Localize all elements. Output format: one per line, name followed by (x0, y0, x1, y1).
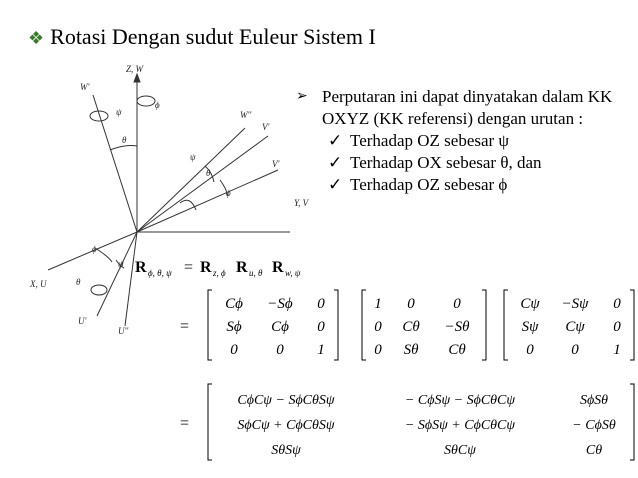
result-cell: SϕSθ (579, 393, 609, 408)
axis-label-v1: V' (272, 159, 280, 169)
rotation-icon (137, 96, 155, 106)
m2-cell: 1 (374, 296, 382, 312)
bracket (504, 290, 508, 360)
slide-title-text: Rotasi Dengan sudut Euleur Sistem I (50, 24, 376, 49)
diamond-bullet-icon: ❖ (28, 28, 45, 48)
result-cell: − SϕSψ + CϕCθCψ (404, 418, 516, 433)
m3-cell: 0 (526, 342, 534, 358)
check-icon: ✓ (328, 153, 343, 172)
eq-lhs: R (135, 259, 147, 276)
u1-axis (97, 232, 137, 316)
bracket (208, 290, 212, 360)
angle-label-theta: θ (206, 168, 211, 178)
m2-cell: 0 (407, 296, 415, 312)
result-cell: Cθ (585, 443, 603, 458)
m3-cell: −Sψ (561, 296, 589, 312)
step-text: Terhadap OX sebesar θ, dan (350, 153, 542, 172)
m3-cell: 0 (613, 319, 621, 335)
m1-cell: Sϕ (226, 319, 242, 335)
angle-arc (95, 248, 112, 262)
axis-label-y: Y, V (294, 198, 309, 208)
axis-label-w1: W' (80, 82, 90, 92)
result-cell: − CϕSθ (572, 418, 616, 433)
result-cell: SθSψ (271, 443, 301, 458)
bracket (630, 384, 634, 460)
angle-label-psi: ψ (190, 152, 196, 162)
result-cell: SθCψ (444, 443, 476, 458)
m1-cell: 0 (317, 319, 325, 335)
axis-label-x: X, U (30, 279, 47, 289)
angle-label-psi: ψ (118, 259, 124, 269)
m1-cell: Cϕ (225, 296, 243, 312)
axis-diagram (48, 74, 290, 326)
matrix-product (180, 290, 634, 360)
m1-cell: 0 (230, 342, 238, 358)
angle-label-phi: ϕ (155, 100, 160, 110)
u2-axis (125, 232, 137, 326)
eq-r2-sub: u, θ (249, 268, 263, 278)
check-icon: ✓ (328, 131, 343, 150)
axis-label-w2: W'' (240, 110, 252, 120)
angle-label-phi: ϕ (226, 188, 231, 198)
angle-arc (180, 200, 196, 210)
axis-label-u1: U' (78, 316, 87, 326)
m1-cell: −Sϕ (267, 296, 293, 312)
m2-cell: Sθ (403, 342, 419, 358)
eq-lhs-sub: ϕ, θ, ψ (148, 268, 172, 278)
m3-cell: 0 (571, 342, 579, 358)
m3-cell: 1 (613, 342, 621, 358)
m3-cell: 0 (613, 296, 621, 312)
angle-arc (110, 146, 137, 151)
eq-sign: = (180, 415, 190, 432)
bracket (334, 290, 338, 360)
axis-label-z: Z, W (126, 64, 144, 74)
result-cell: − CϕSψ − SϕCθCψ (404, 393, 516, 408)
eq-r1: R (200, 259, 212, 276)
eq-r3: R (272, 259, 284, 276)
description-intro: Perputaran ini dapat dinyatakan dalam KK OXYZ (KK referensi) dengan urutan : (322, 87, 613, 128)
m3-cell: Cψ (520, 296, 540, 312)
angle-label-psi: ψ (116, 107, 122, 117)
axis-label-u2: U'' (118, 326, 129, 336)
angle-label-theta: θ (122, 135, 127, 145)
bracket (208, 384, 212, 460)
result-cell: SϕCψ + CϕCθSψ (237, 418, 335, 433)
rotation-icon (91, 285, 107, 295)
m3-cell: Sψ (521, 319, 539, 335)
m1-cell: 0 (317, 296, 325, 312)
step-text: Terhadap OZ sebesar ψ (350, 131, 510, 150)
angle-label-phi: ϕ (92, 244, 97, 254)
bracket (482, 290, 486, 360)
eq-r2: R (236, 259, 248, 276)
step-text: Terhadap OZ sebesar ϕ (350, 175, 508, 194)
m3-cell: Cψ (565, 319, 585, 335)
bracket (630, 290, 634, 360)
m2-cell: 0 (374, 319, 382, 335)
m2-cell: −Sθ (444, 319, 470, 335)
m1-cell: Cϕ (271, 319, 289, 335)
arrow-bullet-icon: ➢ (296, 89, 308, 104)
m2-cell: 0 (453, 296, 461, 312)
v-prime-axis (137, 170, 278, 232)
axis-label-v2: V' (262, 122, 270, 132)
eq-sign: = (180, 318, 190, 335)
z-arrow-icon (134, 74, 140, 82)
v2-axis (137, 128, 245, 232)
eq-r1-sub: z, ϕ (213, 268, 226, 278)
bracket (362, 290, 366, 360)
m2-cell: Cθ (402, 319, 420, 335)
angle-label-theta: θ (76, 277, 81, 287)
check-icon: ✓ (328, 175, 343, 194)
eq-sign: = (184, 259, 194, 276)
m1-cell: 0 (276, 342, 284, 358)
eq-r3-sub: w, ψ (285, 268, 301, 278)
result-matrix (180, 384, 634, 460)
rotation-equation (135, 259, 301, 278)
m2-cell: 0 (374, 342, 382, 358)
m1-cell: 1 (317, 342, 325, 358)
m2-cell: Cθ (448, 342, 466, 358)
v1-axis (137, 136, 268, 232)
w1-axis (93, 95, 137, 232)
result-cell: CϕCψ − SϕCθSψ (237, 393, 335, 408)
